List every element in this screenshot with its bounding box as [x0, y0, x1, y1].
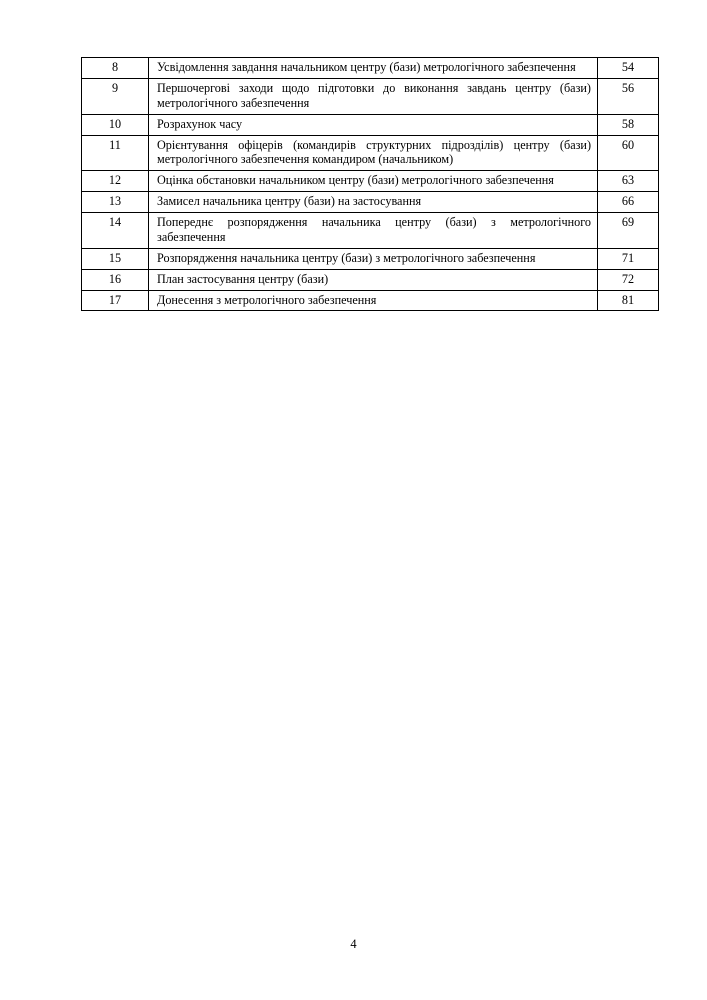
toc-item-number: 8 [82, 58, 149, 79]
toc-item-number: 11 [82, 135, 149, 171]
toc-body [82, 58, 659, 311]
table-row [82, 192, 659, 213]
table-of-contents [81, 57, 659, 311]
toc-item-number: 9 [82, 78, 149, 114]
table-row [82, 135, 659, 171]
table-row [82, 78, 659, 114]
toc-item-page: 66 [598, 192, 659, 213]
table-row [82, 290, 659, 311]
toc-item-title: Донесення з метрологічного забезпечення [149, 290, 598, 311]
table-row [82, 114, 659, 135]
toc-item-page: 58 [598, 114, 659, 135]
table-row [82, 58, 659, 79]
toc-item-number: 16 [82, 269, 149, 290]
page-number: 4 [350, 937, 357, 951]
toc-item-title: Замисел начальника центру (бази) на застосування [149, 192, 598, 213]
toc-item-title: Першочергові заходи щодо підготовки до виконання завдань центру (бази) метрологічного забезпечення [149, 78, 598, 114]
toc-item-title: Попереднє розпорядження начальника центру (бази) з метрологічного забезпечення [149, 213, 598, 249]
table-row [82, 248, 659, 269]
table-row [82, 171, 659, 192]
toc-item-page: 63 [598, 171, 659, 192]
toc-item-page: 56 [598, 78, 659, 114]
toc-item-number: 17 [82, 290, 149, 311]
toc-item-page: 69 [598, 213, 659, 249]
toc-item-number: 15 [82, 248, 149, 269]
toc-item-title: План застосування центру (бази) [149, 269, 598, 290]
toc-item-page: 54 [598, 58, 659, 79]
table-row [82, 269, 659, 290]
toc-item-page: 60 [598, 135, 659, 171]
toc-item-number: 12 [82, 171, 149, 192]
toc-item-number: 10 [82, 114, 149, 135]
toc-item-number: 13 [82, 192, 149, 213]
toc-item-title: Оцінка обстановки начальником центру (бази) метрологічного забезпечення [149, 171, 598, 192]
toc-item-title: Розрахунок часу [149, 114, 598, 135]
toc-item-page: 71 [598, 248, 659, 269]
toc-item-page: 81 [598, 290, 659, 311]
toc-item-title: Орієнтування офіцерів (командирів структурних підрозділів) центру (бази) метрологічного забезпечення командиром (начальником) [149, 135, 598, 171]
table-row [82, 213, 659, 249]
toc-item-number: 14 [82, 213, 149, 249]
toc-item-title: Усвідомлення завдання начальником центру (бази) метрологічного забезпечення [149, 58, 598, 79]
toc-item-page: 72 [598, 269, 659, 290]
toc-item-title: Розпорядження начальника центру (бази) з метрологічного забезпечення [149, 248, 598, 269]
